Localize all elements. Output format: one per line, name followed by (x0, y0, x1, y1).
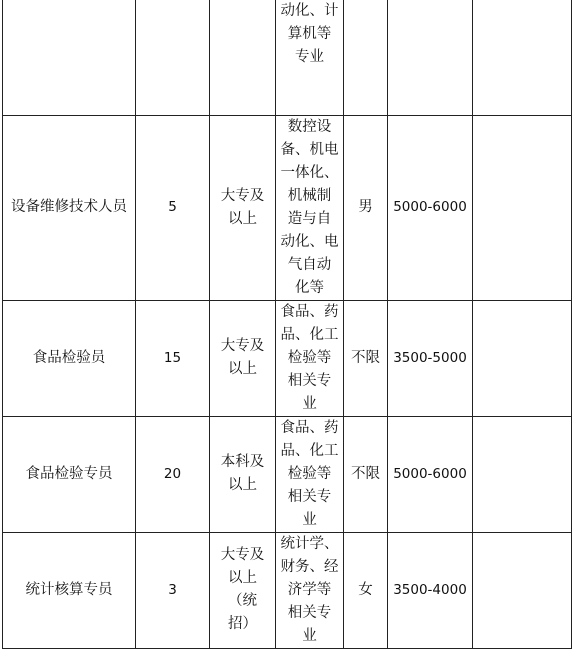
salary-cell: 5000-6000 (388, 416, 473, 532)
position-cell: 食品检验专员 (3, 416, 136, 532)
table-row (3, 532, 572, 648)
position-cell: 设备维修技术人员 (3, 115, 136, 300)
salary-cell: 3500-4000 (388, 532, 473, 648)
education-text: 本科及 以上 (220, 454, 265, 493)
major-cell (276, 416, 344, 532)
major-text: 食品、药 品、化工 检验等 相关专 业 (280, 419, 339, 528)
gender-cell: 女 (344, 532, 388, 648)
major-text: 统计学、 财务、经 济学等 相关专 业 (280, 535, 339, 644)
gender-cell (344, 0, 388, 115)
count-cell (136, 0, 210, 115)
note-cell (473, 532, 572, 648)
salary-cell: 5000-6000 (388, 115, 473, 300)
count-cell: 20 (136, 416, 210, 532)
education-cell (210, 300, 276, 416)
gender-cell: 男 (344, 115, 388, 300)
count-cell: 5 (136, 115, 210, 300)
major-cell (276, 532, 344, 648)
table-row (3, 416, 572, 532)
education-cell (210, 416, 276, 532)
education-cell (210, 115, 276, 300)
table-row (3, 115, 572, 300)
education-text: 大专及 以上 (220, 187, 265, 227)
table-row (3, 300, 572, 416)
salary-cell (388, 0, 473, 115)
gender-cell: 不限 (344, 300, 388, 416)
major-text: 食品、药 品、化工 检验等 相关专 业 (280, 303, 339, 412)
education-text: 大专及 以上 （统 招） (220, 547, 265, 632)
position-cell (3, 0, 136, 115)
major-cell (276, 115, 344, 300)
note-cell (473, 416, 572, 532)
note-cell (473, 0, 572, 115)
major-text: 动化、计 算机等 专业 (280, 3, 339, 65)
recruitment-table (2, 0, 572, 649)
salary-cell: 3500-5000 (388, 300, 473, 416)
position-cell: 统计核算专员 (3, 532, 136, 648)
note-cell (473, 115, 572, 300)
major-text: 数控设 备、机电 一体化、 机械制 造与自 动化、电 气自动 化等 (280, 118, 339, 296)
major-cell (276, 300, 344, 416)
count-cell: 3 (136, 532, 210, 648)
major-cell (276, 0, 344, 115)
count-cell: 15 (136, 300, 210, 416)
table-row (3, 0, 572, 115)
gender-cell: 不限 (344, 416, 388, 532)
education-text: 大专及 以上 (220, 338, 265, 377)
education-cell (210, 0, 276, 115)
position-cell: 食品检验员 (3, 300, 136, 416)
education-cell (210, 532, 276, 648)
note-cell (473, 300, 572, 416)
